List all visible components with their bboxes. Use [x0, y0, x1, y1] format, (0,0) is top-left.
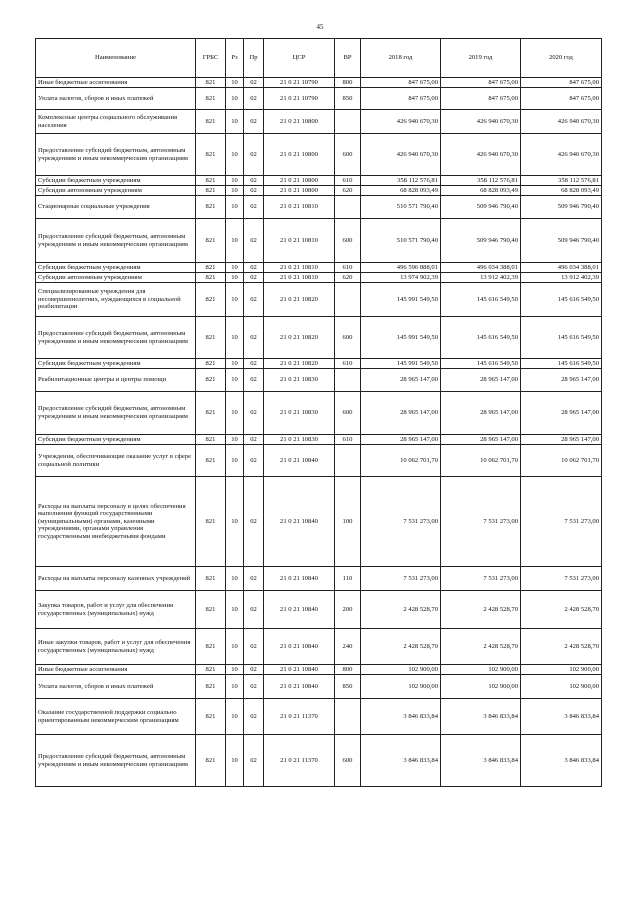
cell-y2018: 847 675,00: [361, 78, 441, 88]
cell-grbs: 821: [196, 273, 226, 283]
cell-grbs: 821: [196, 219, 226, 263]
cell-grbs: 821: [196, 699, 226, 735]
cell-name: Субсидии бюджетным учреждениям: [36, 359, 196, 369]
cell-rz: 10: [226, 392, 244, 435]
cell-y2018: 7 531 273,00: [361, 477, 441, 567]
page-number: 45: [316, 23, 324, 31]
cell-csr: 21 0 21 11370: [264, 699, 335, 735]
cell-csr: 21 0 21 10840: [264, 567, 335, 591]
cell-y2018: 145 991 549,50: [361, 283, 441, 317]
cell-y2018: 496 596 888,01: [361, 263, 441, 273]
cell-grbs: 821: [196, 263, 226, 273]
cell-vr: 610: [335, 263, 361, 273]
cell-rz: 10: [226, 317, 244, 359]
cell-csr: 21 0 21 10840: [264, 591, 335, 629]
budget-table: [35, 38, 602, 787]
cell-grbs: 821: [196, 317, 226, 359]
cell-pr: 02: [244, 665, 264, 675]
cell-pr: 02: [244, 629, 264, 665]
cell-csr: 21 0 21 10840: [264, 445, 335, 477]
cell-grbs: 821: [196, 186, 226, 196]
cell-vr: 600: [335, 392, 361, 435]
header-grbs: ГРБС: [196, 39, 226, 78]
cell-name: Субсидии бюджетным учреждениям: [36, 176, 196, 186]
cell-vr: [335, 445, 361, 477]
cell-pr: 02: [244, 134, 264, 176]
cell-y2019: 847 675,00: [441, 78, 521, 88]
cell-y2020: 426 940 670,30: [521, 110, 602, 134]
cell-y2020: 28 965 147,00: [521, 435, 602, 445]
cell-y2020: 145 616 549,50: [521, 317, 602, 359]
cell-csr: 21 0 21 10790: [264, 78, 335, 88]
cell-rz: 10: [226, 665, 244, 675]
cell-vr: 620: [335, 273, 361, 283]
cell-y2018: 68 828 093,49: [361, 186, 441, 196]
table-row: [36, 591, 602, 629]
cell-y2018: 145 991 549,50: [361, 359, 441, 369]
cell-rz: 10: [226, 273, 244, 283]
cell-name: Уплата налогов, сборов и иных платежей: [36, 675, 196, 699]
cell-y2019: 3 846 833,84: [441, 735, 521, 787]
header-rz: Рз: [226, 39, 244, 78]
cell-vr: 610: [335, 359, 361, 369]
cell-csr: 21 0 21 10800: [264, 186, 335, 196]
cell-rz: 10: [226, 369, 244, 392]
cell-y2018: 2 428 528,70: [361, 629, 441, 665]
cell-vr: 200: [335, 591, 361, 629]
cell-vr: 600: [335, 134, 361, 176]
cell-name: Закупка товаров, работ и услуг для обеспечения государственных (муниципальных) нужд: [36, 591, 196, 629]
table-row: [36, 134, 602, 176]
table-row: [36, 629, 602, 665]
cell-y2020: 13 912 402,39: [521, 273, 602, 283]
cell-rz: 10: [226, 591, 244, 629]
cell-y2020: 496 034 388,01: [521, 263, 602, 273]
cell-vr: 600: [335, 735, 361, 787]
cell-rz: 10: [226, 176, 244, 186]
cell-name: Субсидии автономным учреждениям: [36, 186, 196, 196]
cell-pr: 02: [244, 283, 264, 317]
cell-rz: 10: [226, 699, 244, 735]
header-pr: Пр: [244, 39, 264, 78]
cell-rz: 10: [226, 477, 244, 567]
table-header-row: [36, 39, 602, 78]
cell-y2019: 496 034 388,01: [441, 263, 521, 273]
cell-y2019: 7 531 273,00: [441, 477, 521, 567]
cell-name: Расходы на выплаты персоналу казенных учреждений: [36, 567, 196, 591]
cell-name: Учреждения, обеспечивающие оказание услуг в сфере социальной политики: [36, 445, 196, 477]
cell-pr: 02: [244, 477, 264, 567]
cell-csr: 21 0 21 10820: [264, 317, 335, 359]
cell-name: Комплексные центры социального обслуживания населения: [36, 110, 196, 134]
cell-vr: 620: [335, 186, 361, 196]
cell-rz: 10: [226, 675, 244, 699]
cell-vr: 240: [335, 629, 361, 665]
cell-y2019: 28 965 147,00: [441, 369, 521, 392]
cell-vr: 800: [335, 78, 361, 88]
cell-y2020: 509 946 790,40: [521, 196, 602, 219]
table-row: [36, 263, 602, 273]
header-name: Наименование: [36, 39, 196, 78]
cell-y2020: 509 946 790,40: [521, 219, 602, 263]
cell-csr: 21 0 21 10820: [264, 283, 335, 317]
table-row: [36, 283, 602, 317]
cell-y2020: 3 846 833,84: [521, 699, 602, 735]
cell-grbs: 821: [196, 134, 226, 176]
cell-y2019: 10 062 701,70: [441, 445, 521, 477]
table-row: [36, 196, 602, 219]
cell-pr: 02: [244, 735, 264, 787]
table-row: [36, 675, 602, 699]
cell-rz: 10: [226, 629, 244, 665]
cell-pr: 02: [244, 567, 264, 591]
cell-y2019: 28 965 147,00: [441, 435, 521, 445]
cell-grbs: 821: [196, 392, 226, 435]
cell-vr: 600: [335, 317, 361, 359]
header-vr: ВР: [335, 39, 361, 78]
cell-grbs: 821: [196, 629, 226, 665]
cell-y2020: 847 675,00: [521, 78, 602, 88]
cell-grbs: 821: [196, 567, 226, 591]
cell-y2020: 102 900,00: [521, 675, 602, 699]
cell-vr: 850: [335, 88, 361, 110]
cell-vr: [335, 283, 361, 317]
cell-y2019: 145 616 549,50: [441, 359, 521, 369]
cell-rz: 10: [226, 445, 244, 477]
cell-csr: 21 0 21 11370: [264, 735, 335, 787]
cell-y2020: 145 616 549,50: [521, 359, 602, 369]
cell-pr: 02: [244, 445, 264, 477]
cell-grbs: 821: [196, 88, 226, 110]
table-row: [36, 317, 602, 359]
cell-name: Реабилитационные центры и центры помощи: [36, 369, 196, 392]
cell-y2018: 426 940 670,30: [361, 110, 441, 134]
cell-y2019: 145 616 549,50: [441, 283, 521, 317]
cell-name: Уплата налогов, сборов и иных платежей: [36, 88, 196, 110]
cell-y2019: 426 940 670,30: [441, 134, 521, 176]
cell-vr: [335, 699, 361, 735]
cell-y2018: 847 675,00: [361, 88, 441, 110]
table-row: [36, 392, 602, 435]
cell-y2020: 2 428 528,70: [521, 591, 602, 629]
cell-rz: 10: [226, 435, 244, 445]
cell-y2018: 28 965 147,00: [361, 435, 441, 445]
cell-pr: 02: [244, 110, 264, 134]
cell-name: Субсидии бюджетным учреждениям: [36, 263, 196, 273]
cell-csr: 21 0 21 10840: [264, 477, 335, 567]
cell-csr: 21 0 21 10820: [264, 359, 335, 369]
cell-grbs: 821: [196, 78, 226, 88]
cell-pr: 02: [244, 359, 264, 369]
cell-vr: 110: [335, 567, 361, 591]
cell-y2020: 847 675,00: [521, 88, 602, 110]
table-row: [36, 110, 602, 134]
cell-rz: 10: [226, 359, 244, 369]
cell-y2019: 7 531 273,00: [441, 567, 521, 591]
cell-name: Субсидии автономным учреждениям: [36, 273, 196, 283]
cell-rz: 10: [226, 88, 244, 110]
cell-grbs: 821: [196, 369, 226, 392]
table-row: [36, 369, 602, 392]
cell-y2019: 847 675,00: [441, 88, 521, 110]
table-row: [36, 359, 602, 369]
cell-grbs: 821: [196, 435, 226, 445]
cell-csr: 21 0 21 10800: [264, 176, 335, 186]
cell-pr: 02: [244, 176, 264, 186]
cell-rz: 10: [226, 263, 244, 273]
cell-grbs: 821: [196, 735, 226, 787]
cell-vr: 600: [335, 219, 361, 263]
cell-name: Предоставление субсидий бюджетным, автономным учреждениям и иным некоммерческим организациям: [36, 219, 196, 263]
cell-y2019: 28 965 147,00: [441, 392, 521, 435]
cell-grbs: 821: [196, 196, 226, 219]
table-row: [36, 735, 602, 787]
cell-name: Субсидии бюджетным учреждениям: [36, 435, 196, 445]
cell-csr: 21 0 21 10810: [264, 219, 335, 263]
cell-y2018: 2 428 528,70: [361, 591, 441, 629]
cell-y2020: 7 531 273,00: [521, 477, 602, 567]
table-row: [36, 699, 602, 735]
cell-y2020: 2 428 528,70: [521, 629, 602, 665]
cell-csr: 21 0 21 10840: [264, 665, 335, 675]
cell-y2020: 7 531 273,00: [521, 567, 602, 591]
table-row: [36, 477, 602, 567]
cell-rz: 10: [226, 196, 244, 219]
cell-y2018: 7 531 273,00: [361, 567, 441, 591]
cell-name: Расходы на выплаты персоналу в целях обеспечения выполнения функций государственными (муниципальными) органами, казенными учреждениями, органами управления государственными внебюджетными фондами: [36, 477, 196, 567]
cell-y2020: 426 940 670,30: [521, 134, 602, 176]
cell-vr: 610: [335, 435, 361, 445]
cell-pr: 02: [244, 186, 264, 196]
cell-grbs: 821: [196, 665, 226, 675]
cell-rz: 10: [226, 186, 244, 196]
cell-name: Иные бюджетные ассигнования: [36, 78, 196, 88]
cell-y2019: 509 946 790,40: [441, 196, 521, 219]
cell-name: Иные бюджетные ассигнования: [36, 665, 196, 675]
cell-y2019: 145 616 549,50: [441, 317, 521, 359]
cell-y2019: 102 900,00: [441, 675, 521, 699]
cell-pr: 02: [244, 273, 264, 283]
cell-pr: 02: [244, 317, 264, 359]
cell-rz: 10: [226, 78, 244, 88]
cell-y2019: 3 846 833,84: [441, 699, 521, 735]
cell-name: Предоставление субсидий бюджетным, автономным учреждениям и иным некоммерческим организациям: [36, 317, 196, 359]
table-row: [36, 273, 602, 283]
cell-grbs: 821: [196, 176, 226, 186]
cell-y2018: 102 900,00: [361, 675, 441, 699]
cell-name: Предоставление субсидий бюджетным, автономным учреждениям и иным некоммерческим организациям: [36, 392, 196, 435]
cell-csr: 21 0 21 10800: [264, 134, 335, 176]
table-row: [36, 435, 602, 445]
cell-y2019: 358 112 576,81: [441, 176, 521, 186]
cell-y2018: 3 846 833,84: [361, 735, 441, 787]
cell-name: Иные закупки товаров, работ и услуг для обеспечения государственных (муниципальных) нужд: [36, 629, 196, 665]
header-2019: 2019 год: [441, 39, 521, 78]
cell-vr: 800: [335, 665, 361, 675]
cell-rz: 10: [226, 219, 244, 263]
cell-vr: [335, 369, 361, 392]
cell-vr: 850: [335, 675, 361, 699]
cell-pr: 02: [244, 219, 264, 263]
cell-y2018: 28 965 147,00: [361, 392, 441, 435]
cell-pr: 02: [244, 591, 264, 629]
cell-csr: 21 0 21 10810: [264, 263, 335, 273]
cell-grbs: 821: [196, 477, 226, 567]
table-row: [36, 176, 602, 186]
cell-csr: 21 0 21 10830: [264, 369, 335, 392]
cell-vr: 100: [335, 477, 361, 567]
cell-y2019: 2 428 528,70: [441, 629, 521, 665]
cell-csr: 21 0 21 10830: [264, 435, 335, 445]
cell-vr: [335, 196, 361, 219]
cell-csr: 21 0 21 10830: [264, 392, 335, 435]
cell-y2020: 28 965 147,00: [521, 392, 602, 435]
cell-rz: 10: [226, 283, 244, 317]
table-row: [36, 219, 602, 263]
cell-rz: 10: [226, 735, 244, 787]
cell-name: Стационарные социальные учреждения: [36, 196, 196, 219]
cell-rz: 10: [226, 567, 244, 591]
header-csr: ЦСР: [264, 39, 335, 78]
table-row: [36, 186, 602, 196]
cell-grbs: 821: [196, 591, 226, 629]
table-row: [36, 665, 602, 675]
cell-rz: 10: [226, 134, 244, 176]
cell-pr: 02: [244, 263, 264, 273]
cell-y2019: 426 940 670,30: [441, 110, 521, 134]
cell-y2018: 3 846 833,84: [361, 699, 441, 735]
cell-name: Предоставление субсидий бюджетным, автономным учреждениям и иным некоммерческим организациям: [36, 134, 196, 176]
cell-csr: 21 0 21 10800: [264, 110, 335, 134]
cell-name: Специализированные учреждения для несовершеннолетних, нуждающихся в социальной реабилитации: [36, 283, 196, 317]
cell-y2019: 102 900,00: [441, 665, 521, 675]
cell-vr: 610: [335, 176, 361, 186]
cell-pr: 02: [244, 675, 264, 699]
cell-y2018: 145 991 549,50: [361, 317, 441, 359]
cell-grbs: 821: [196, 110, 226, 134]
cell-y2018: 510 571 790,40: [361, 196, 441, 219]
cell-name: Оказание государственной поддержки социально ориентированным некоммерческим организациям: [36, 699, 196, 735]
cell-rz: 10: [226, 110, 244, 134]
cell-grbs: 821: [196, 445, 226, 477]
cell-pr: 02: [244, 392, 264, 435]
cell-y2020: 102 900,00: [521, 665, 602, 675]
cell-grbs: 821: [196, 675, 226, 699]
header-2020: 2020 год: [521, 39, 602, 78]
cell-y2019: 509 946 790,40: [441, 219, 521, 263]
cell-name: Предоставление субсидий бюджетным, автономным учреждениям и иным некоммерческим организациям: [36, 735, 196, 787]
cell-csr: 21 0 21 10790: [264, 88, 335, 110]
cell-vr: [335, 110, 361, 134]
cell-pr: 02: [244, 435, 264, 445]
table-row: [36, 78, 602, 88]
cell-y2019: 13 912 402,39: [441, 273, 521, 283]
cell-pr: 02: [244, 369, 264, 392]
cell-csr: 21 0 21 10810: [264, 273, 335, 283]
cell-y2020: 28 965 147,00: [521, 369, 602, 392]
cell-y2018: 510 571 790,40: [361, 219, 441, 263]
cell-y2018: 426 940 670,30: [361, 134, 441, 176]
cell-pr: 02: [244, 196, 264, 219]
cell-y2018: 358 112 576,81: [361, 176, 441, 186]
table-row: [36, 567, 602, 591]
cell-y2020: 10 062 701,70: [521, 445, 602, 477]
header-2018: 2018 год: [361, 39, 441, 78]
cell-y2020: 3 846 833,84: [521, 735, 602, 787]
cell-csr: 21 0 21 10810: [264, 196, 335, 219]
cell-y2020: 145 616 549,50: [521, 283, 602, 317]
cell-y2018: 102 900,00: [361, 665, 441, 675]
cell-csr: 21 0 21 10840: [264, 629, 335, 665]
cell-y2018: 28 965 147,00: [361, 369, 441, 392]
cell-y2019: 2 428 528,70: [441, 591, 521, 629]
table-row: [36, 88, 602, 110]
cell-y2018: 10 062 701,70: [361, 445, 441, 477]
cell-pr: 02: [244, 699, 264, 735]
cell-pr: 02: [244, 88, 264, 110]
cell-y2020: 68 828 093,49: [521, 186, 602, 196]
cell-y2020: 358 112 576,81: [521, 176, 602, 186]
cell-y2019: 68 828 093,49: [441, 186, 521, 196]
cell-grbs: 821: [196, 283, 226, 317]
cell-pr: 02: [244, 78, 264, 88]
table-row: [36, 445, 602, 477]
cell-csr: 21 0 21 10840: [264, 675, 335, 699]
cell-grbs: 821: [196, 359, 226, 369]
cell-y2018: 13 974 902,39: [361, 273, 441, 283]
